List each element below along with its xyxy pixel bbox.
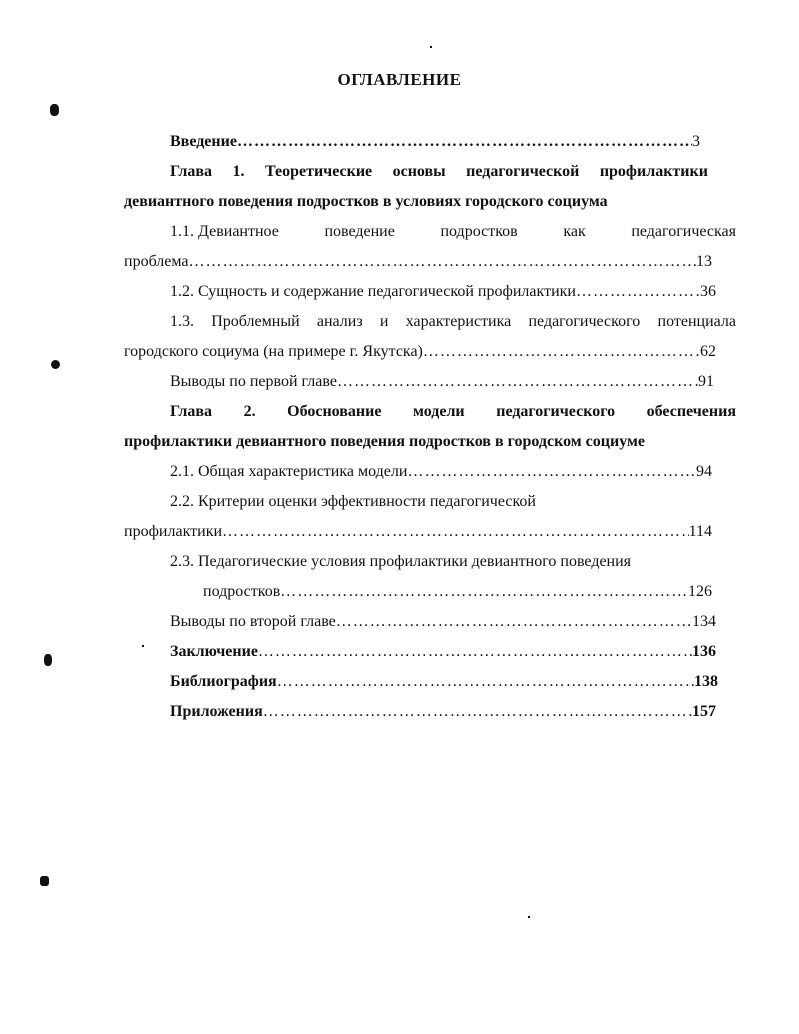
toc-entry-2-1[interactable] (170, 462, 712, 482)
page-title: ОГЛАВЛЕНИЕ (337, 70, 462, 89)
leader-dots (407, 462, 696, 482)
toc-entry-chapter1-conclusions[interactable] (170, 372, 714, 392)
scan-speck (528, 916, 530, 918)
leader-dots (237, 132, 692, 152)
toc-page-number: 114 (688, 523, 712, 540)
toc-entry-chapter2-conclusions[interactable] (170, 612, 716, 632)
leader-dots (336, 612, 692, 632)
heading-word: Глава (170, 163, 212, 180)
scan-speck (430, 46, 432, 48)
toc-entry-label: городского социума (на примере г. Якутска) (124, 343, 423, 360)
leader-dots (222, 522, 689, 542)
toc-entry-label: Выводы по первой главе (170, 373, 337, 390)
toc-entry-1-3-line1[interactable] (170, 312, 736, 332)
toc-entry-label: Библиография (170, 673, 277, 690)
heading-word: Глава (170, 403, 212, 420)
toc-entry-label: проблема (124, 253, 189, 270)
toc-entry-label: Заключение (170, 643, 258, 660)
entry-word: Проблемный (211, 313, 300, 330)
entry-word: подростков (440, 223, 518, 240)
toc-entry-1-2[interactable] (170, 282, 716, 302)
heading-word: профилактики (599, 163, 708, 180)
leader-dots (423, 342, 700, 362)
scan-speck (142, 645, 144, 647)
toc-page-number: 138 (694, 673, 718, 690)
toc-page-number: 91 (698, 373, 714, 390)
toc-page-number: 62 (700, 343, 716, 360)
toc-entry-2-3-line1[interactable]: 2.3. Педагогические условия профилактики девиантного поведения (170, 553, 632, 570)
leader-dots (189, 252, 696, 272)
heading-word: Обоснование (287, 403, 382, 420)
toc-entry-intro[interactable] (170, 132, 700, 152)
chapter2-heading-line2: профилактики девиантного поведения подростков в городском социуме (124, 433, 646, 450)
toc-entry-2-2-line1[interactable]: 2.2. Критерии оценки эффективности педагогической (170, 493, 536, 510)
entry-word: характеристика (405, 313, 512, 330)
entry-word: 1.1. Девиантное (170, 223, 279, 240)
entry-word: потенциала (657, 313, 736, 330)
entry-word: и (379, 313, 389, 330)
chapter2-heading-line1[interactable] (170, 402, 736, 422)
toc-entry-label: 1.2. Сущность и содержание педагогической профилактики (170, 283, 576, 300)
toc-entry-label: 2.1. Общая характеристика модели (170, 463, 408, 480)
toc-page-number: 157 (692, 703, 716, 720)
scan-speck (50, 104, 59, 116)
heading-word: Теоретические (264, 163, 373, 180)
heading-word: педагогического (496, 403, 616, 420)
toc-entry-label: профилактики (124, 523, 223, 540)
entry-word: 1.3. (170, 313, 194, 330)
chapter1-heading-line2: девиантного поведения подростков в условиях городского социума (124, 193, 608, 210)
toc-entry-label: подростков (203, 583, 281, 600)
toc-entry-2-3-line2[interactable] (203, 582, 712, 602)
entry-word: как (563, 223, 586, 240)
toc-entry-conclusion[interactable] (170, 642, 716, 662)
scan-speck (51, 360, 60, 369)
toc-page-number: 94 (696, 463, 712, 480)
leader-dots (337, 372, 698, 392)
toc-entry-label: Введение (170, 133, 237, 150)
leader-dots (576, 282, 700, 302)
toc-entry-2-2-line2[interactable] (124, 522, 712, 542)
leader-dots (258, 642, 692, 662)
leader-dots (277, 672, 694, 692)
chapter1-heading-line1[interactable] (170, 162, 708, 182)
heading-word: обеспечения (646, 403, 736, 420)
heading-word: 2. (243, 403, 256, 420)
leader-dots (263, 702, 692, 722)
toc-entry-1-3-line2[interactable] (124, 342, 716, 362)
leader-dots (280, 582, 688, 602)
heading-word: модели (413, 403, 465, 420)
heading-word: основы (392, 163, 446, 180)
entry-word: поведение (324, 223, 395, 240)
toc-page-number: 126 (688, 583, 712, 600)
toc-page-number: 13 (696, 253, 712, 270)
heading-word: 1. (232, 163, 245, 180)
toc-page-number: 134 (692, 613, 716, 630)
toc-entry-label: Приложения (170, 703, 263, 720)
toc-entry-1-1-line2[interactable] (124, 252, 712, 272)
entry-word: педагогического (528, 313, 641, 330)
toc-entry-bibliography[interactable] (170, 672, 718, 692)
toc-entry-appendices[interactable] (170, 702, 716, 722)
scan-speck (44, 654, 52, 666)
entry-word: педагогическая (631, 223, 736, 240)
toc-page-number: 36 (700, 283, 716, 300)
scan-speck (40, 876, 49, 886)
toc-page-number: 136 (692, 643, 716, 660)
toc-page-number: 3 (692, 133, 700, 150)
toc-entry-1-1-line1[interactable] (170, 222, 736, 242)
entry-word: анализ (316, 313, 363, 330)
toc-entry-label: Выводы по второй главе (170, 613, 336, 630)
heading-word: педагогической (466, 163, 580, 180)
